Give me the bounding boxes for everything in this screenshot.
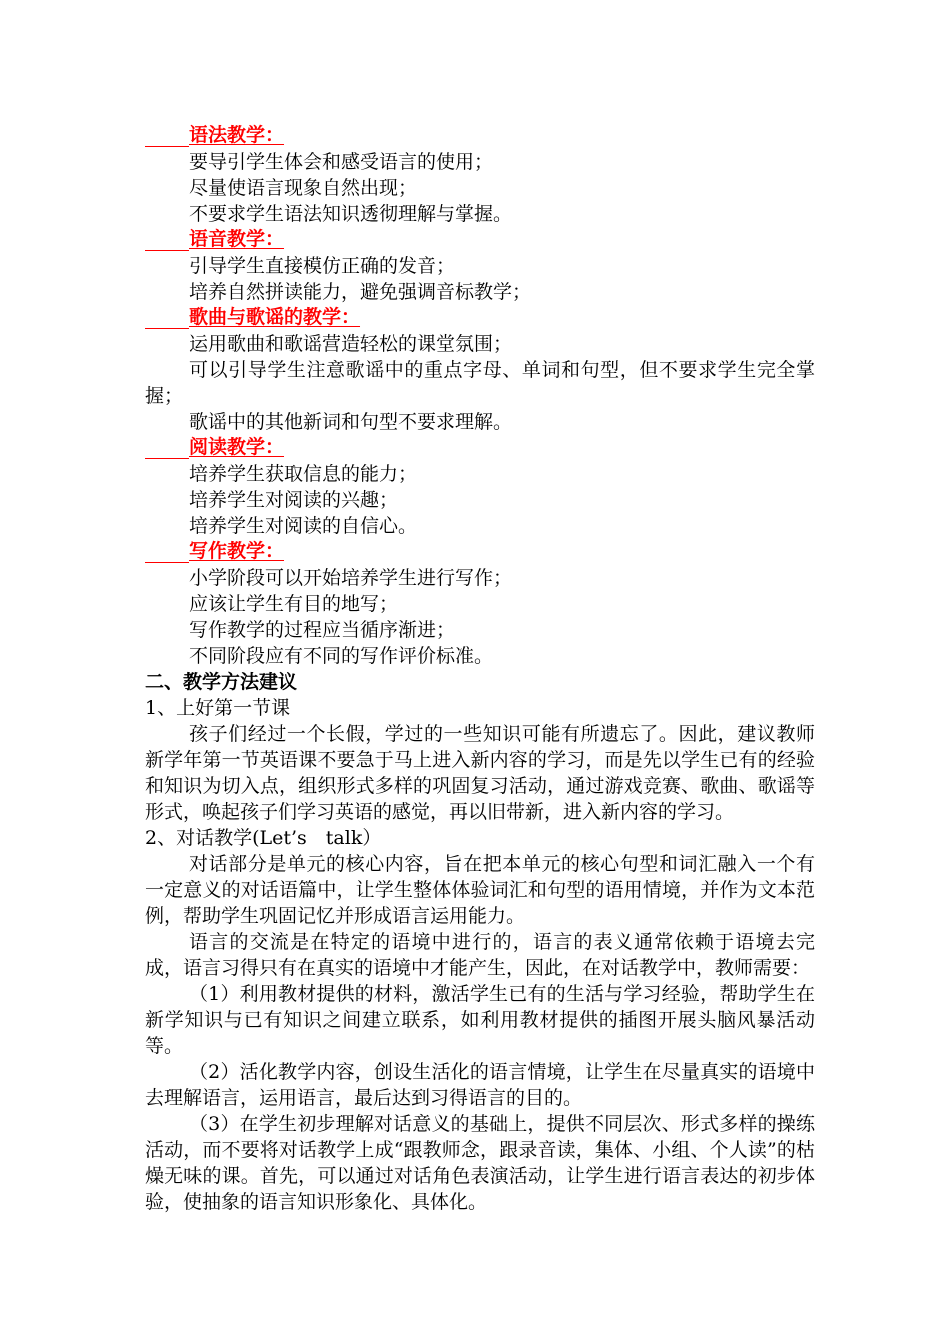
songs-item: 运用歌曲和歌谣营造轻松的课堂氛围； [189, 333, 513, 355]
reading-heading: 阅读教学： [189, 436, 285, 458]
reading-heading-line [145, 435, 815, 461]
songs-item: 可以引导学生注意歌谣中的重点字母、单词和句型，但不要求学生完全掌握； [145, 359, 815, 407]
grammar-item: 要导引学生体会和感受语言的使用； [189, 151, 494, 173]
writing-item: 不同阶段应有不同的写作评价标准。 [189, 645, 494, 667]
subsection-title: 2、对话教学(Let’s talk） [145, 827, 382, 849]
reading-item: 培养学生对阅读的兴趣； [189, 489, 399, 511]
grammar-item: 不要求学生语法知识透彻理解与掌握。 [189, 203, 513, 225]
grammar-heading: 语法教学： [189, 124, 285, 146]
phonics-heading: 语音教学： [189, 228, 285, 250]
paragraph: （3）在学生初步理解对话意义的基础上，提供不同层次、形式多样的操练活动，而不要将对话教学上成“跟教师念，跟录音读，集体、小组、个人读”的枯燥无味的课。首先，可以通过对话角色表演活动，让学生进行语言表达的初步体验，使抽象的语言知识形象化、具体化。 [145, 1113, 815, 1213]
grammar-item: 尽量使语言现象自然出现； [189, 177, 418, 199]
reading-item: 培养学生对阅读的自信心。 [189, 515, 418, 537]
paragraph: （2）活化教学内容，创设生活化的语言情境，让学生在尽量真实的语境中去理解语言，运用语言，最后达到习得语言的目的。 [145, 1061, 815, 1109]
paragraph: 语言的交流是在特定的语境中进行的，语言的表义通常依赖于语境去完成，语言习得只有在真实的语境中才能产生，因此，在对话教学中，教师需要： [145, 931, 815, 979]
phonics-heading-line [145, 227, 815, 253]
songs-heading: 歌曲与歌谣的教学： [189, 306, 361, 328]
phonics-item: 引导学生直接模仿正确的发音； [189, 255, 456, 277]
songs-heading-line [145, 305, 815, 331]
songs-item: 歌谣中的其他新词和句型不要求理解。 [189, 411, 513, 433]
paragraph: 孩子们经过一个长假，学过的一些知识可能有所遗忘了。因此，建议教师新学年第一节英语课不要急于马上进入新内容的学习，而是先以学生已有的经验和知识为切入点，组织形式多样的巩固复习活动，通过游戏竞赛、歌曲、歌谣等形式，唤起孩子们学习英语的感觉，再以旧带新，进入新内容的学习。 [145, 723, 815, 823]
paragraph: （1）利用教材提供的材料，激活学生已有的生活与学习经验，帮助学生在新学知识与已有知识之间建立联系，如利用教材提供的插图开展头脑风暴活动等。 [145, 983, 815, 1057]
writing-item: 写作教学的过程应当循序渐进； [189, 619, 456, 641]
paragraph: 对话部分是单元的核心内容，旨在把本单元的核心句型和词汇融入一个有一定意义的对话语篇中，让学生整体体验词汇和句型的语用情境，并作为文本范例，帮助学生巩固记忆并形成语言运用能力。 [145, 853, 815, 927]
section-title: 二、教学方法建议 [145, 671, 298, 693]
writing-item: 应该让学生有目的地写； [189, 593, 399, 615]
grammar-heading-line [145, 123, 815, 149]
writing-heading: 写作教学： [189, 540, 285, 562]
document-page [145, 123, 815, 1215]
writing-heading-line [145, 539, 815, 565]
subsection-title: 1、上好第一节课 [145, 697, 291, 719]
phonics-item: 培养自然拼读能力，避免强调音标教学； [189, 281, 532, 303]
reading-item: 培养学生获取信息的能力； [189, 463, 418, 485]
writing-item: 小学阶段可以开始培养学生进行写作； [189, 567, 513, 589]
